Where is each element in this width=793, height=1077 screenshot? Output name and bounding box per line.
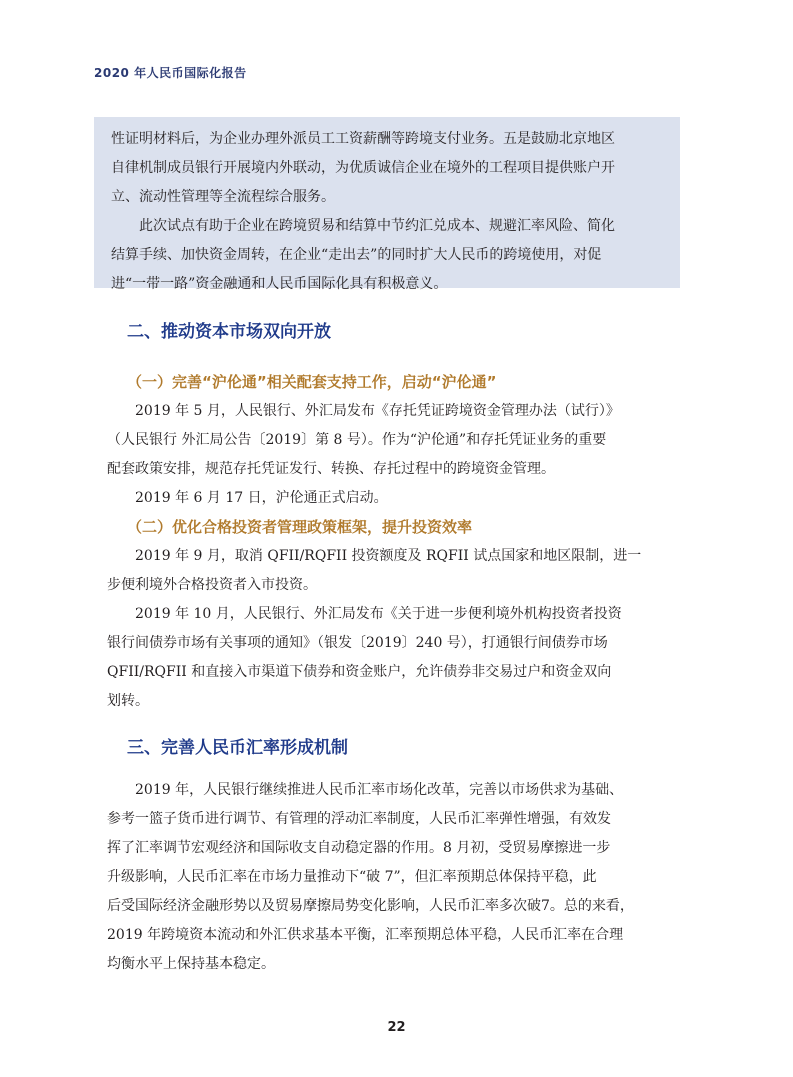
box-line: 结算手续、加快资金周转，在企业“走出去”的同时扩大人民币的跨境使用，对促 — [111, 247, 602, 263]
subsection-title: （二）优化合格投资者管理政策框架，提升投资效率 — [127, 518, 473, 536]
page-number: 22 — [387, 1020, 406, 1035]
body-line: 2019 年 5 月，人民银行、外汇局发布《存托凭证跨境资金管理办法（试行）》 — [135, 403, 620, 419]
body-line: 划转。 — [107, 693, 149, 709]
box-line: 自律机制成员银行开展境内外联动，为优质诚信企业在境外的工程项目提供账户开 — [111, 160, 615, 176]
body-line: 银行间债券市场有关事项的通知》（银发〔2019〕240 号），打通银行间债券市场 — [107, 635, 608, 651]
section-title: 二、推动资本市场双向开放 — [127, 322, 331, 342]
body-line: 参考一篮子货币进行调节、有管理的浮动汇率制度，人民币汇率弹性增强，有效发 — [107, 811, 611, 827]
body-line: QFII/RQFII 和直接入市渠道下债券和资金账户，允许债券非交易过户和资金双向 — [107, 664, 612, 680]
body-line: 2019 年跨境资本流动和外汇供求基本平衡，汇率预期总体平稳，人民币汇率在合理 — [107, 927, 624, 943]
highlight-box — [94, 117, 680, 292]
body-line: 配套政策安排，规范存托凭证发行、转换、存托过程中的跨境资金管理。 — [107, 461, 555, 477]
box-line: 此次试点有助于企业在跨境贸易和结算中节约汇兑成本、规避汇率风险、简化 — [139, 218, 615, 234]
body-line: 后受国际经济金融形势以及贸易摩擦局势变化影响，人民币汇率多次破7。总的来看， — [107, 898, 634, 914]
body-line: 2019 年 9 月，取消 QFII/RQFII 投资额度及 RQFII 试点国家和地区限制，进一 — [135, 548, 642, 564]
body-line: 2019 年，人民银行继续推进人民币汇率市场化改革，完善以市场供求为基础、 — [135, 782, 624, 798]
body-line: 挥了汇率调节宏观经济和国际收支自动稳定器的作用。8 月初，受贸易摩擦进一步 — [107, 840, 611, 856]
subsection-title: （一）完善“沪伦通”相关配套支持工作，启动“沪伦通” — [127, 373, 497, 391]
body-line: 2019 年 10 月，人民银行、外汇局发布《关于进一步便利境外机构投资者投资 — [135, 606, 622, 622]
main-content — [107, 318, 680, 979]
body-line: 升级影响，人民币汇率在市场力量推动下“破 7”，但汇率预期总体保持平稳，此 — [107, 869, 597, 885]
running-header: 2020 年人民币国际化报告 — [94, 66, 247, 80]
box-line: 性证明材料后，为企业办理外派员工工资薪酬等跨境支付业务。五是鼓励北京地区 — [111, 131, 615, 147]
body-line: 2019 年 6 月 17 日，沪伦通正式启动。 — [135, 490, 388, 506]
box-line: 进“一带一路”资金融通和人民币国际化具有积极意义。 — [111, 276, 448, 292]
body-line: 均衡水平上保持基本稳定。 — [107, 956, 275, 972]
section-title: 三、完善人民币汇率形成机制 — [127, 738, 348, 758]
body-line: （人民银行 外汇局公告〔2019〕第 8 号）。作为“沪伦通”和存托凭证业务的重要 — [107, 432, 607, 448]
box-line: 立、流动性管理等全流程综合服务。 — [111, 189, 335, 205]
body-line: 步便利境外合格投资者入市投资。 — [107, 577, 317, 593]
